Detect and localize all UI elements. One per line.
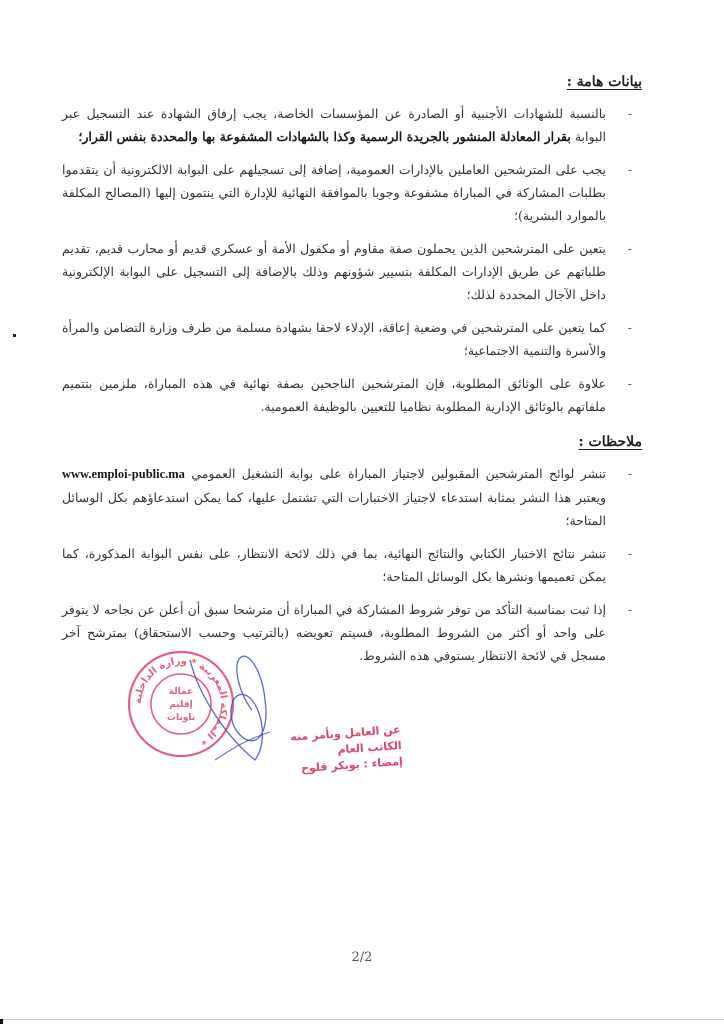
item-text: ويعتبر هذا النشر بمثابة استدعاء لاجتياز الاختبارات التي تشتمل عليها، كما يمكن استدعاؤهم بكل الوسائل المتاحة؛ (62, 490, 606, 528)
list-item (62, 316, 642, 362)
list-item (62, 372, 642, 418)
list-item (62, 462, 642, 532)
item-text-bold: بقرار المعادلة المنشور بالجريدة الرسمية وكذا بالشهادات المشفوعة بها والمحددة بنفس القرار؛ (78, 129, 571, 144)
bullet-dash: - (627, 376, 632, 391)
bullet-dash: - (627, 320, 632, 335)
item-text: إذا ثبت بمناسبة التأكد من توفر شروط المشاركة في المباراة أن مترشحا سبق أن أعلن عن نجاحه لا يتوفر على واحد أو أكثر من الشروط المطلوبة، فسيتم تعويضه (بالترتيب وحسب الاستحقاق) بمترشح آخر مسجل في لائحة الانتظار يستوفي هذه الشروط. (62, 602, 606, 663)
item-text: بالنسبة للشهادات الأجنبية أو الصادرة عن المؤسسات الخاصة، يجب إرفاق الشهادة عند التسجيل عبر البوابة (62, 106, 606, 144)
list-item (62, 237, 642, 306)
page-number: 2/2 (351, 950, 373, 965)
bullet-dash: - (627, 106, 632, 121)
page-edge-divider (0, 1019, 724, 1020)
section-heading-important-info: بيانات هامة : (566, 74, 642, 90)
signature-line: الكاتب العام (336, 738, 403, 757)
item-text: يتعين على المترشحين الذين يحملون صفة مقاوم أو مكفول الأمة أو عسكري قديم أو محارب قديم، تقديم طلباتهم عن طريق الإدارات المكلفة بتسيير شؤونهم وذلك بالإضافة إلى التسجيل على البوابة الإلكترونية داخل الآجال المحددة لذلك؛ (62, 241, 606, 302)
item-text: يجب على المترشحين العاملين بالإدارات العمومية، إضافة إلى تسجيلهم على البوابة الالكترونية أن يتقدموا بطلبات المشاركة في المباراة مشفوعة وجوبا بالموافقة النهائية للإدارة التي ينتمون إليها (المصالح المكلفة بالموارد البشرية)؛ (62, 162, 606, 223)
item-text: علاوة على الوثائق المطلوبة، فإن المترشحين الناجحين بصفة نهائية في هذه المباراة، ملزمين بتتميم ملفاتهم بالوثائق الإدارية المطلوبة نظاميا للتعيين بالوظيفة العمومية. (62, 376, 606, 414)
bullet-dash: - (627, 466, 632, 481)
signature-caption (250, 722, 403, 780)
scan-corner-mark (0, 1019, 3, 1024)
list-item (62, 542, 642, 588)
stamp-and-signature (80, 640, 404, 800)
stamp-inner-line: إقليم (169, 700, 193, 710)
bullet-dash: - (627, 241, 632, 256)
notes-list (62, 462, 642, 667)
section-heading-notes: ملاحظات : (578, 434, 642, 450)
list-item (62, 102, 642, 148)
list-item (62, 158, 642, 227)
document-body (62, 72, 642, 677)
portal-link[interactable]: www.emploi-public.ma (62, 467, 185, 481)
stamp-inner-line: عمالة (168, 687, 194, 697)
bullet-dash: - (627, 602, 632, 617)
item-text: كما يتعين على المترشحين في وضعية إعاقة، الإدلاء لاحقا بشهادة مسلمة من طرف وزارة التضامن والمرأة والأسرة والتنمية الاجتماعية؛ (62, 320, 606, 358)
scan-speck (13, 334, 16, 337)
signature-line: عن العامل وبأمر منه (289, 722, 401, 744)
item-text: تنشر لوائح المترشحين المقبولين لاجتياز المباراة على بوابة التشغيل العمومي (184, 466, 606, 481)
stamp-inner-line: تاونات (166, 713, 196, 723)
stamp-outer-text: المملكة المغربية * وزارة الداخلية * (132, 655, 230, 747)
signature-line: إمضاء : بوبكر قلوح (300, 754, 404, 776)
bullet-dash: - (627, 546, 632, 561)
bullet-dash: - (627, 162, 632, 177)
item-text: تنشر نتائج الاختبار الكتابي والنتائج النهائية، بما في ذلك لائحة الانتظار، على نفس البوابة المذكورة، كما يمكن تعميمها ونشرها بكل الوسائل المتاحة؛ (62, 546, 606, 584)
important-info-list (62, 102, 642, 418)
